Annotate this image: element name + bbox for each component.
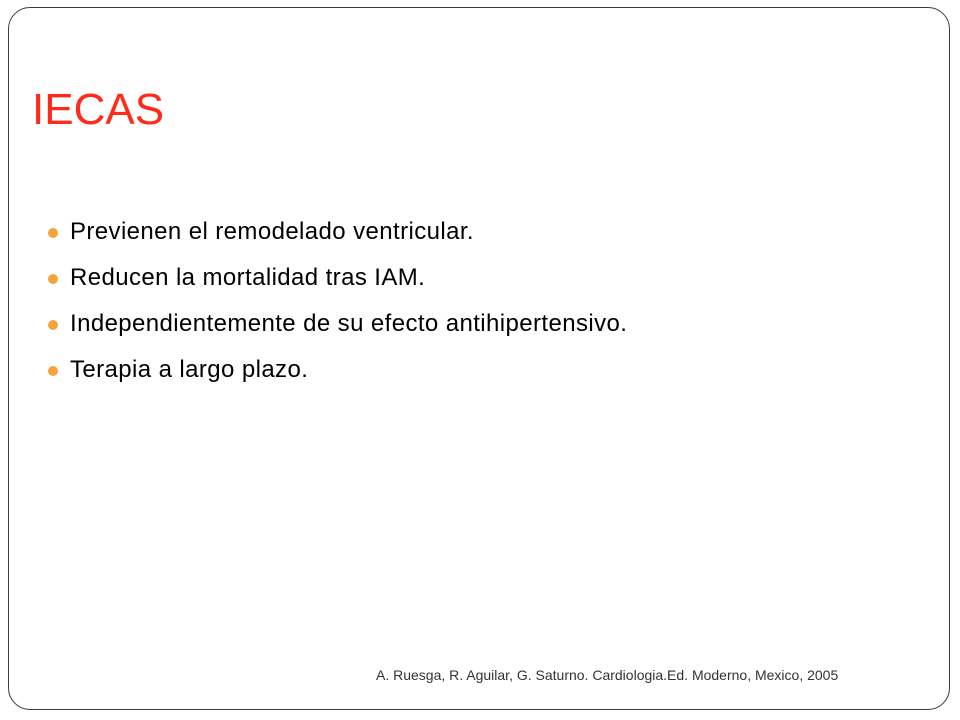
bullet-dot-icon [48, 228, 58, 238]
bullet-text: Terapia a largo plazo. [70, 356, 309, 383]
citation: A. Ruesga, R. Aguilar, G. Saturno. Cardiologia.Ed. Moderno, Mexico, 2005 [376, 667, 839, 683]
bullet-dot-icon [48, 320, 58, 330]
bullet-dot-icon [48, 366, 58, 376]
bullet-dot-icon [48, 274, 58, 284]
bullet-text: Reducen la mortalidad tras IAM. [70, 264, 426, 291]
bullet-text: Previenen el remodelado ventricular. [70, 218, 474, 245]
bullet-text: Independientemente de su efecto antihipertensivo. [70, 310, 628, 337]
slide-title: IECAS [32, 85, 165, 134]
